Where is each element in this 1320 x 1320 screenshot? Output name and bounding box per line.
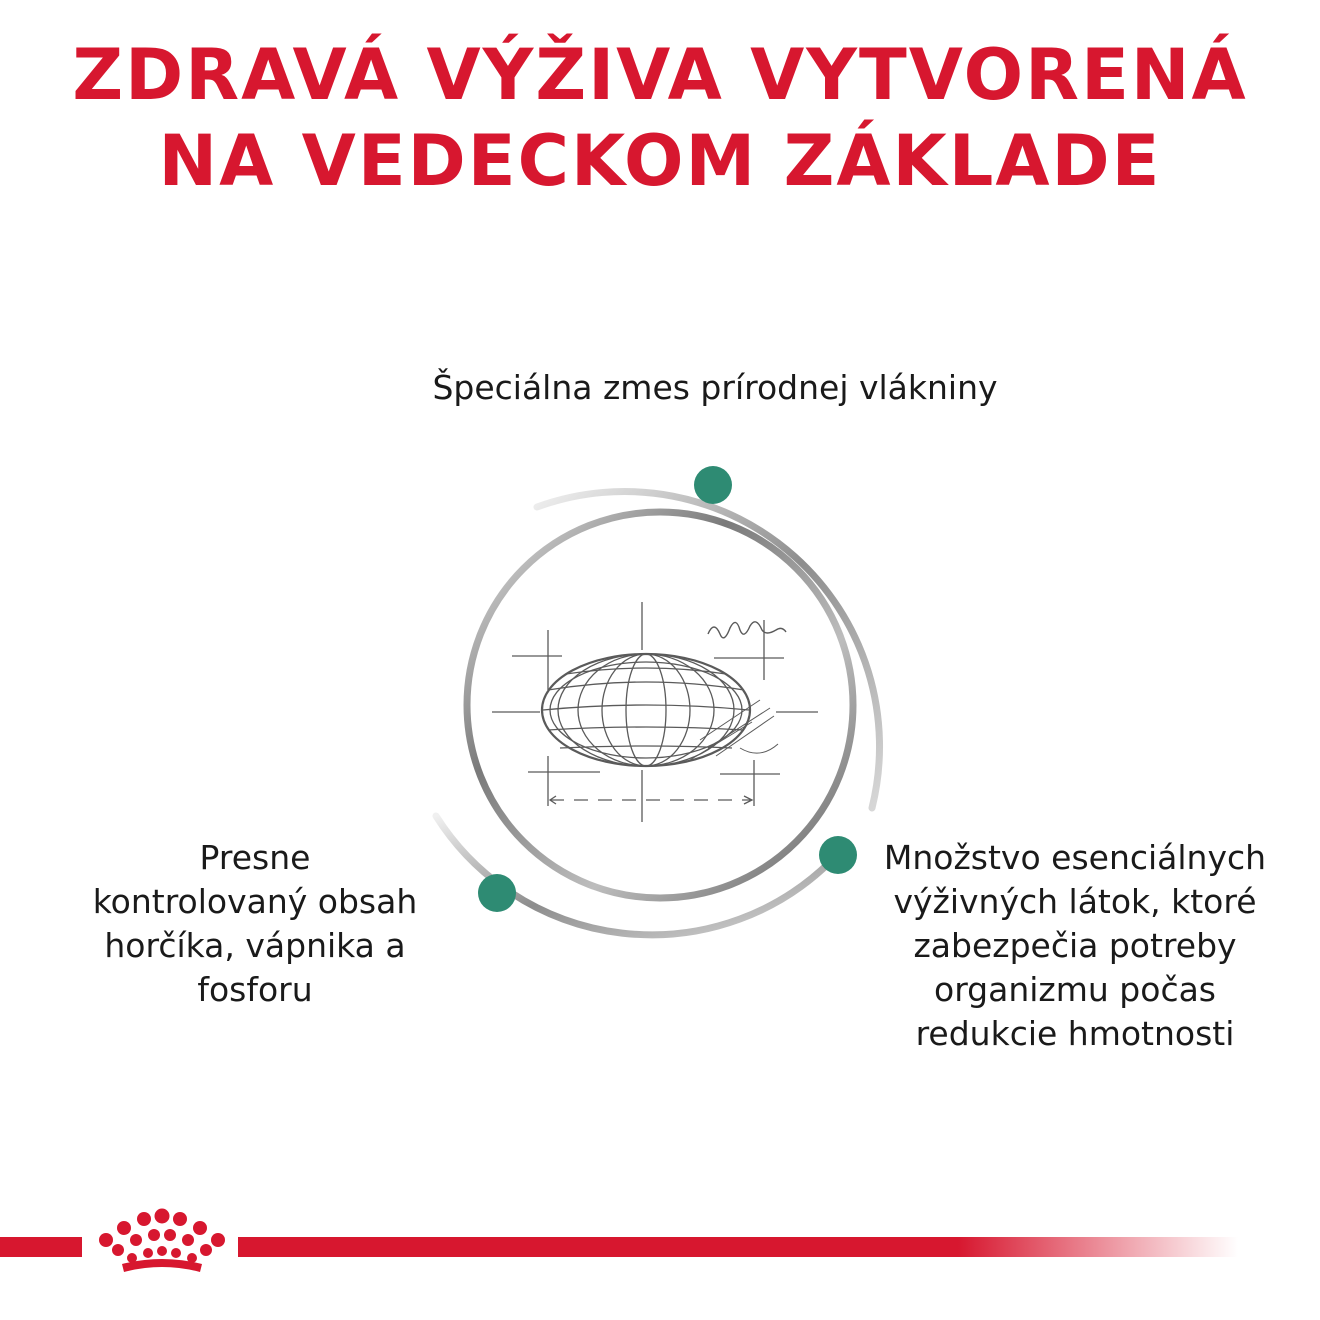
benefit-minerals-line: horčíka, vápnika a	[104, 926, 406, 965]
benefit-dot-right	[819, 836, 857, 874]
benefit-nutrients-line: Množstvo esenciálnych	[883, 838, 1267, 877]
benefit-minerals-line: kontrolovaný obsah	[92, 882, 418, 921]
footer-bar-right	[238, 1237, 1238, 1257]
outer-arc-upper	[537, 492, 880, 808]
headline-line-1: ZDRAVÁ VÝŽIVA VYTVORENÁ	[72, 34, 1248, 116]
benefit-nutrients-line: výživných látok, ktoré	[893, 882, 1257, 921]
benefit-minerals-line: fosforu	[197, 970, 313, 1009]
benefit-nutrients-line: redukcie hmotnosti	[915, 1014, 1235, 1053]
benefit-nutrients-line: zabezpečia potreby	[913, 926, 1237, 965]
benefit-nutrients-line: organizmu počas	[934, 970, 1216, 1009]
benefit-dot-top	[694, 466, 732, 504]
footer-bar-left	[0, 1237, 82, 1257]
benefit-minerals-line: Presne	[199, 838, 311, 877]
benefit-fiber: Špeciálna zmes prírodnej vlákniny	[432, 368, 998, 407]
kibble-sketch-icon	[492, 602, 818, 822]
headline-line-2: NA VEDECKOM ZÁKLADE	[158, 120, 1162, 202]
benefit-dot-left	[478, 874, 516, 912]
crown-logo-icon	[92, 1208, 232, 1278]
